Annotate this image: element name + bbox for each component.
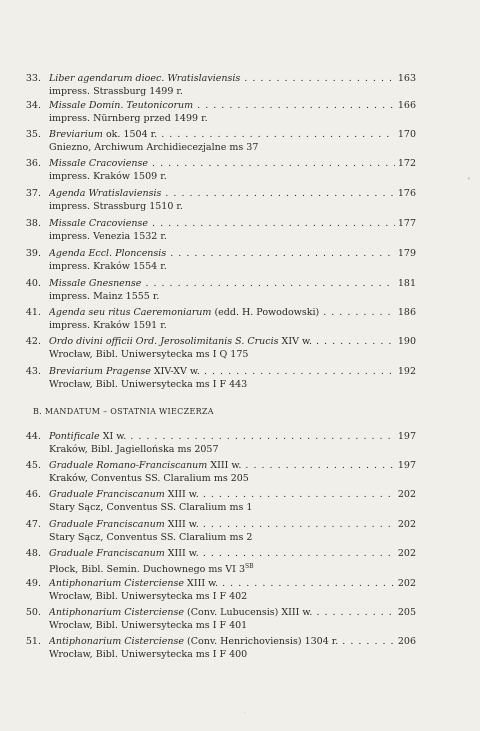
toc-entry-heading-line: [0, 547, 480, 560]
entry-detail-text: Wrocław, Bibl. Uniwersytecka ms I F 443: [49, 379, 248, 390]
entry-detail-text: Kraków, Bibl. Jagiellońska ms 2057: [49, 444, 219, 455]
entry-title: [49, 459, 416, 472]
entry-title: [49, 99, 416, 112]
entry-title-rest: XIII w.: [207, 460, 242, 471]
toc-entry-heading-line: [0, 306, 480, 319]
entry-page-number: 176: [395, 187, 416, 200]
entry-title: [49, 157, 416, 170]
entry-page-number: 181: [395, 277, 416, 290]
entry-detail: [49, 378, 247, 391]
toc-entry-heading-line: [0, 72, 480, 85]
entry-title-rest: XIV-XV w.: [150, 366, 200, 377]
entry-title-rest: XI w.: [99, 431, 127, 442]
toc-entry-heading-line: [0, 365, 480, 378]
entry-detail-text: impress. Strassburg 1510 r.: [49, 201, 183, 212]
entry-title: [49, 128, 416, 141]
entry-number: 43.: [25, 366, 41, 377]
toc-entry-heading-line: [0, 577, 480, 590]
toc-entry-heading-line: [0, 128, 480, 141]
entry-title-italic: Breviarium Pragense: [49, 366, 151, 377]
entry-title: [49, 365, 416, 378]
entry-title-rest: XIII w.: [164, 489, 199, 500]
speck-mark: ·: [244, 710, 246, 717]
entry-page-number: 163: [395, 72, 416, 85]
entry-title-italic: Missale Cracoviense: [49, 158, 149, 169]
entry-title: [49, 335, 416, 348]
entry-title: [49, 606, 416, 619]
entry-title-italic: Liber agendarum dioec. Wratislaviensis: [49, 73, 241, 84]
entry-title-rest: (Conv. Lubucensis) XIII w.: [184, 607, 313, 618]
entry-number: 34.: [25, 100, 41, 111]
entry-title-italic: Graduale Franciscanum: [49, 489, 165, 500]
entry-title: [49, 277, 416, 290]
toc-entry-heading-line: [0, 157, 480, 170]
entry-page-number: 202: [395, 577, 416, 590]
entry-detail-text: Wrocław, Bibl. Uniwersytecka ms I F 401: [49, 620, 248, 631]
entry-title-italic: Graduale Franciscanum: [49, 519, 165, 530]
toc-entry-heading-line: [0, 277, 480, 290]
entry-number: 49.: [25, 578, 41, 589]
entry-page-number: 205: [395, 606, 416, 619]
entry-detail: [49, 141, 258, 154]
entry-number: 47.: [25, 519, 41, 530]
entry-title-italic: Antiphonarium Cisterciense: [49, 636, 185, 647]
entry-page-number: 202: [395, 488, 416, 501]
entry-detail-text: impress. Kraków 1591 r.: [49, 320, 167, 331]
entry-detail-text: Stary Sącz, Conventus SS. Claralium ms 2: [49, 532, 253, 543]
entry-detail-text: impress. Mainz 1555 r.: [49, 291, 160, 302]
entry-detail: [49, 619, 247, 632]
entry-detail-superscript: SB: [245, 563, 254, 570]
toc-entry-heading-line: [0, 217, 480, 230]
entry-number: 37.: [25, 188, 41, 199]
entry-title: [49, 430, 416, 443]
entry-title-italic: Antiphonarium Cisterciense: [49, 578, 185, 589]
entry-title-italic: Breviarium: [49, 129, 103, 140]
entry-detail: [49, 443, 219, 456]
entry-detail: [49, 230, 167, 243]
entry-detail-text: Płock, Bibl. Semin. Duchownego ms VI 3: [49, 564, 245, 576]
entry-detail-text: impress. Venezia 1532 r.: [49, 231, 167, 242]
entry-number: 40.: [25, 278, 41, 289]
entry-detail: [49, 85, 183, 98]
entry-detail: [49, 648, 247, 661]
entry-detail-text: impress. Nürnberg przed 1499 r.: [49, 113, 208, 124]
entry-page-number: 172: [395, 157, 416, 170]
entry-page-number: 197: [395, 459, 416, 472]
entry-number: 41.: [25, 307, 41, 318]
entry-page-number: 202: [395, 518, 416, 531]
entry-detail-text: Wrocław, Bibl. Uniwersytecka ms I Q 175: [49, 349, 249, 360]
entry-detail-text: impress. Kraków 1554 r.: [49, 261, 167, 272]
entry-title-italic: Agenda Wratislaviensis: [49, 188, 162, 199]
entry-title-italic: Missale Gnesnense: [49, 278, 142, 289]
toc-entry-heading-line: [0, 635, 480, 648]
entry-title-rest: XIII w.: [164, 519, 199, 530]
entry-detail-text: Gniezno, Archiwum Archidiecezjalne ms 37: [49, 142, 259, 153]
toc-entry-heading-line: [0, 335, 480, 348]
toc-entry-heading-line: [0, 518, 480, 531]
entry-number: 39.: [25, 248, 41, 259]
entry-title: [49, 518, 416, 531]
entry-title-rest: XIV w.: [278, 336, 312, 347]
entry-page-number: 170: [395, 128, 416, 141]
toc-entry-heading-line: [0, 606, 480, 619]
entry-detail-text: Wrocław, Bibl. Uniwersytecka ms I F 400: [49, 649, 248, 660]
entry-title-italic: Missale Domin. Teutonicorum: [49, 100, 194, 111]
entry-number: 48.: [25, 548, 41, 559]
entry-detail: [49, 200, 183, 213]
entry-detail-text: impress. Strassburg 1499 r.: [49, 86, 183, 97]
entry-detail-text: Kraków, Conventus SS. Claralium ms 205: [49, 473, 249, 484]
entry-number: 35.: [25, 129, 41, 140]
entry-page-number: 192: [395, 365, 416, 378]
entry-title: [49, 247, 416, 260]
entry-detail: [49, 472, 249, 485]
entry-detail-text: Wrocław, Bibl. Uniwersytecka ms I F 402: [49, 591, 248, 602]
entry-title: [49, 635, 416, 648]
entry-detail: [49, 170, 167, 183]
speck-mark: •: [467, 176, 471, 183]
entry-title-rest: ok. 1504 r.: [102, 129, 158, 140]
entry-detail: [49, 348, 248, 361]
entry-page-number: 206: [395, 635, 416, 648]
entry-number: 45.: [25, 460, 41, 471]
entry-detail: [49, 112, 208, 125]
entry-title: [49, 217, 416, 230]
entry-number: 50.: [25, 607, 41, 618]
entry-detail: [49, 560, 254, 576]
entry-title-italic: Agenda Eccl. Ploncensis: [49, 248, 167, 259]
entry-title: [49, 187, 416, 200]
entry-title: [49, 488, 416, 501]
entry-title-rest: XIII w.: [164, 548, 199, 559]
toc-entry-heading-line: [0, 459, 480, 472]
entry-number: 38.: [25, 218, 41, 229]
entry-title-rest: (edd. H. Powodowski): [211, 307, 320, 318]
entry-detail: [49, 531, 252, 544]
entry-title-italic: Pontificale: [49, 431, 100, 442]
entry-page-number: 190: [395, 335, 416, 348]
entry-number: 46.: [25, 489, 41, 500]
entry-title-rest: (Conv. Henrichoviensis) 1304 r.: [184, 636, 339, 647]
toc-entry-heading-line: [0, 247, 480, 260]
entry-detail: [49, 260, 167, 273]
toc-entry-heading-line: [0, 488, 480, 501]
entry-number: 51.: [25, 636, 41, 647]
toc-entry-heading-line: [0, 430, 480, 443]
entry-number: 33.: [25, 73, 41, 84]
entry-title-rest: XIII w.: [184, 578, 219, 589]
entry-detail-text: Stary Sącz, Conventus SS. Claralium ms 1: [49, 502, 253, 513]
entry-page-number: 202: [395, 547, 416, 560]
entry-number: 42.: [25, 336, 41, 347]
entry-number: 36.: [25, 158, 41, 169]
entry-title-italic: Graduale Franciscanum: [49, 548, 165, 559]
entry-detail: [49, 501, 252, 514]
entry-detail: [49, 319, 167, 332]
entry-title: [49, 306, 416, 319]
entry-title-italic: Graduale Romano-Franciscanum: [49, 460, 208, 471]
entry-page-number: 177: [395, 217, 416, 230]
entry-title: [49, 72, 416, 85]
toc-entry-heading-line: [0, 99, 480, 112]
entry-title-italic: Missale Cracoviense: [49, 218, 149, 229]
entry-detail: [49, 290, 159, 303]
entry-title-italic: Antiphonarium Cisterciense: [49, 607, 185, 618]
entry-title: [49, 547, 416, 560]
entry-title: [49, 577, 416, 590]
toc-entry-heading-line: [0, 187, 480, 200]
entry-page-number: 186: [395, 306, 416, 319]
entry-detail-text: impress. Kraków 1509 r.: [49, 171, 167, 182]
entry-detail: [49, 590, 247, 603]
entry-title-italic: Agenda seu ritus Caeremoniarum: [49, 307, 212, 318]
entry-number: 44.: [25, 431, 41, 442]
entry-title-italic: Ordo divini officii Ord. Jerosolimitanis S. Crucis: [49, 336, 279, 347]
entry-page-number: 166: [395, 99, 416, 112]
section-heading: B. MANDATUM – OSTATNIA WIECZERZA: [33, 407, 214, 416]
entry-page-number: 197: [395, 430, 416, 443]
entry-page-number: 179: [395, 247, 416, 260]
